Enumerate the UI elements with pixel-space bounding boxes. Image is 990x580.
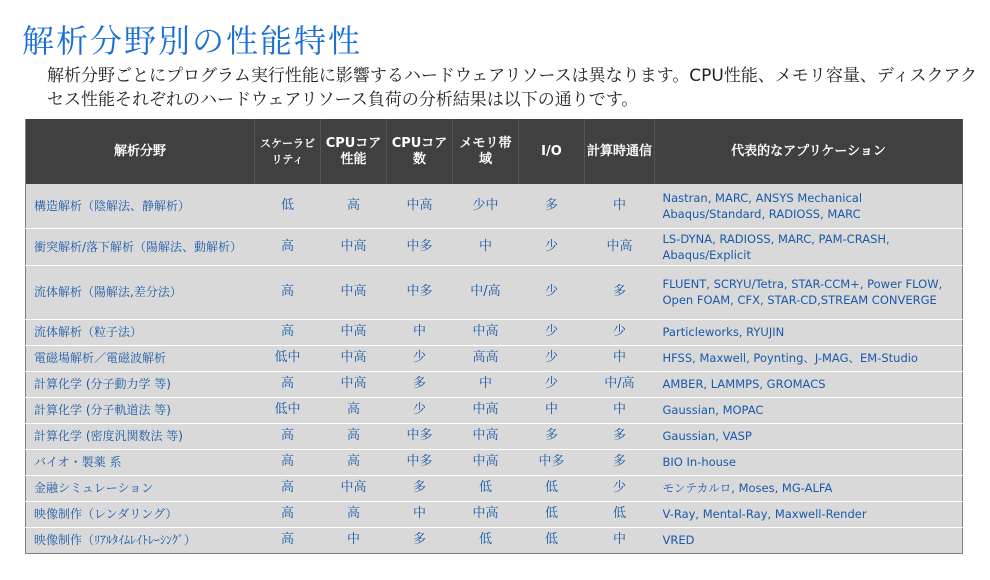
- cpu-count-cell: 多: [387, 475, 453, 501]
- field-cell: 流体解析（陽解法,差分法）: [26, 265, 255, 319]
- comm-cell: 多: [585, 265, 655, 319]
- io-cell: 少: [519, 371, 585, 397]
- table-row: [26, 475, 963, 501]
- io-cell: 多: [519, 184, 585, 228]
- scalability-cell: 高: [255, 423, 321, 449]
- applications-cell: AMBER, LAMMPS, GROMACS: [655, 371, 963, 397]
- scalability-cell: 高: [255, 527, 321, 553]
- scalability-cell: 低: [255, 184, 321, 228]
- memory-bandwidth-cell: 低: [453, 527, 519, 553]
- scalability-cell: 低中: [255, 345, 321, 371]
- table-row: [26, 501, 963, 527]
- comm-cell: 多: [585, 449, 655, 475]
- scalability-cell: 高: [255, 371, 321, 397]
- memory-bandwidth-cell: 高高: [453, 345, 519, 371]
- scalability-cell: 高: [255, 228, 321, 265]
- page-title: 解析分野別の性能特性: [22, 22, 363, 60]
- io-cell: 少: [519, 265, 585, 319]
- cpu-performance-cell: 中: [321, 527, 387, 553]
- applications-cell: Particleworks, RYUJIN: [655, 319, 963, 345]
- applications-cell: BIO In-house: [655, 449, 963, 475]
- header-io: I/O: [519, 119, 585, 184]
- header-comm: 計算時通信: [585, 119, 655, 184]
- table-row: [26, 265, 963, 319]
- cpu-performance-cell: 高: [321, 397, 387, 423]
- memory-bandwidth-cell: 低: [453, 475, 519, 501]
- memory-bandwidth-cell: 中高: [453, 449, 519, 475]
- field-cell: 構造解析（陰解法、静解析）: [26, 184, 255, 228]
- table-row: [26, 371, 963, 397]
- io-cell: 低: [519, 501, 585, 527]
- cpu-performance-cell: 中高: [321, 345, 387, 371]
- io-cell: 少: [519, 319, 585, 345]
- applications-cell: HFSS, Maxwell, Poynting、J-MAG、EM-Studio: [655, 345, 963, 371]
- cpu-performance-cell: 高: [321, 423, 387, 449]
- comm-cell: 中: [585, 345, 655, 371]
- applications-cell: Gaussian, VASP: [655, 423, 963, 449]
- io-cell: 少: [519, 345, 585, 371]
- header-cpu-core-count: CPUコア数: [387, 119, 453, 184]
- table-row: [26, 423, 963, 449]
- memory-bandwidth-cell: 中高: [453, 319, 519, 345]
- memory-bandwidth-cell: 中: [453, 228, 519, 265]
- cpu-performance-cell: 中高: [321, 319, 387, 345]
- field-cell: バイオ・製薬 系: [26, 449, 255, 475]
- field-cell: 電磁場解析／電磁波解析: [26, 345, 255, 371]
- comm-cell: 中: [585, 397, 655, 423]
- cpu-performance-cell: 高: [321, 184, 387, 228]
- cpu-performance-cell: 高: [321, 449, 387, 475]
- performance-table: [25, 119, 963, 554]
- table-row: [26, 449, 963, 475]
- page-description: 解析分野ごとにプログラム実行性能に影響するハードウェアリソースは異なります。CPU性能、メモリ容量、ディスクアクセス性能それぞれのハードウェアリソース負荷の分析結果は以下の通りです。: [47, 66, 977, 110]
- scalability-cell: 高: [255, 449, 321, 475]
- field-cell: 計算化学 (密度汎関数法 等): [26, 423, 255, 449]
- memory-bandwidth-cell: 中高: [453, 501, 519, 527]
- cpu-count-cell: 少: [387, 345, 453, 371]
- table-row: [26, 527, 963, 553]
- field-cell: 流体解析（粒子法）: [26, 319, 255, 345]
- scalability-cell: 高: [255, 501, 321, 527]
- applications-cell: Gaussian, MOPAC: [655, 397, 963, 423]
- applications-cell: モンテカルロ, Moses, MG-ALFA: [655, 475, 963, 501]
- applications-cell: V-Ray, Mental-Ray, Maxwell-Render: [655, 501, 963, 527]
- memory-bandwidth-cell: 中/高: [453, 265, 519, 319]
- io-cell: 多: [519, 423, 585, 449]
- field-cell: 衝突解析/落下解析（陽解法、動解析）: [26, 228, 255, 265]
- cpu-performance-cell: 中高: [321, 475, 387, 501]
- comm-cell: 少: [585, 475, 655, 501]
- cpu-count-cell: 中多: [387, 228, 453, 265]
- comm-cell: 中/高: [585, 371, 655, 397]
- field-cell: 金融シミュレーション: [26, 475, 255, 501]
- table-row: [26, 228, 963, 265]
- comm-cell: 低: [585, 501, 655, 527]
- io-cell: 低: [519, 475, 585, 501]
- applications-cell: LS-DYNA, RADIOSS, MARC, PAM-CRASH, Abaqus/Explicit: [655, 228, 963, 265]
- applications-cell: VRED: [655, 527, 963, 553]
- table-row: [26, 397, 963, 423]
- field-cell: 映像制作（ﾘｱﾙﾀｲﾑﾚｲﾄﾚｰｼﾝｸﾞ）: [26, 527, 255, 553]
- memory-bandwidth-cell: 少中: [453, 184, 519, 228]
- cpu-count-cell: 多: [387, 371, 453, 397]
- cpu-performance-cell: 中高: [321, 265, 387, 319]
- header-scalability: スケーラビリティ: [255, 119, 321, 184]
- table-header-row: [26, 119, 963, 184]
- scalability-cell: 高: [255, 319, 321, 345]
- memory-bandwidth-cell: 中: [453, 371, 519, 397]
- io-cell: 低: [519, 527, 585, 553]
- table-row: [26, 345, 963, 371]
- field-cell: 計算化学 (分子動力学 等): [26, 371, 255, 397]
- header-applications: 代表的なアプリケーション: [655, 119, 963, 184]
- comm-cell: 中: [585, 184, 655, 228]
- header-field: 解析分野: [26, 119, 255, 184]
- table-row: [26, 184, 963, 228]
- cpu-count-cell: 中: [387, 319, 453, 345]
- io-cell: 中: [519, 397, 585, 423]
- io-cell: 中多: [519, 449, 585, 475]
- table-row: [26, 319, 963, 345]
- header-cpu-core-performance: CPUコア性能: [321, 119, 387, 184]
- cpu-count-cell: 中: [387, 501, 453, 527]
- comm-cell: 中: [585, 527, 655, 553]
- field-cell: 映像制作（レンダリング）: [26, 501, 255, 527]
- cpu-performance-cell: 中高: [321, 228, 387, 265]
- cpu-performance-cell: 高: [321, 501, 387, 527]
- cpu-count-cell: 中多: [387, 449, 453, 475]
- applications-cell: FLUENT, SCRYU/Tetra, STAR-CCM+, Power FLOW, Open FOAM, CFX, STAR-CD,STREAM CONVERGE: [655, 265, 963, 319]
- cpu-count-cell: 中多: [387, 423, 453, 449]
- cpu-count-cell: 中高: [387, 184, 453, 228]
- scalability-cell: 低中: [255, 397, 321, 423]
- comm-cell: 少: [585, 319, 655, 345]
- io-cell: 少: [519, 228, 585, 265]
- applications-cell: Nastran, MARC, ANSYS Mechanical Abaqus/Standard, RADIOSS, MARC: [655, 184, 963, 228]
- memory-bandwidth-cell: 中高: [453, 423, 519, 449]
- comm-cell: 多: [585, 423, 655, 449]
- cpu-performance-cell: 中高: [321, 371, 387, 397]
- scalability-cell: 高: [255, 265, 321, 319]
- header-memory-bandwidth: メモリ帯域: [453, 119, 519, 184]
- memory-bandwidth-cell: 中高: [453, 397, 519, 423]
- comm-cell: 中高: [585, 228, 655, 265]
- cpu-count-cell: 少: [387, 397, 453, 423]
- cpu-count-cell: 多: [387, 527, 453, 553]
- field-cell: 計算化学 (分子軌道法 等): [26, 397, 255, 423]
- cpu-count-cell: 中多: [387, 265, 453, 319]
- scalability-cell: 高: [255, 475, 321, 501]
